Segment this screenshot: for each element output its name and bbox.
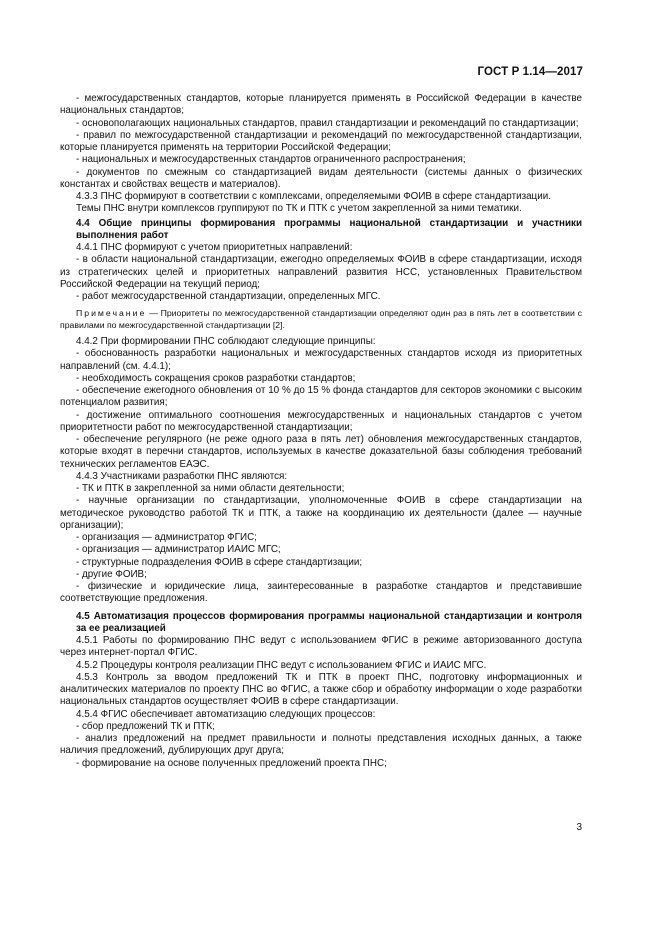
list-item: - правил по межгосударственной стандартизации и рекомендаций по межгосударственной стандартизации, которые планируется применять на территории Российской Федерации; xyxy=(60,129,582,153)
list-item: - документов по смежным со стандартизацией видам деятельности (системы данных о физических константах и свойствах веществ и материалов). xyxy=(60,166,582,190)
list-item: - организация — администратор ФГИС; xyxy=(76,532,257,544)
section-heading-4-4: 4.4 Общие принципы формирования программы национальной стандартизации и участники выполнения работ xyxy=(76,217,582,241)
list-item: - сбор предложений ТК и ПТК; xyxy=(76,720,215,732)
list-item: - работ межгосударственной стандартизации, определенных МГС. xyxy=(76,291,381,302)
page-number: 3 xyxy=(576,822,582,833)
note-text: — Приоритеты по межгосударственной стандартизации определяют один раз в пять лет в соответствии с правилами по межгосударственной стандартизации [2]. xyxy=(60,308,582,330)
list-item: - необходимость сокращения сроков разработки стандартов; xyxy=(76,372,356,384)
list-item: - национальных и межгосударственных стандартов ограниченного распространения; xyxy=(76,154,466,166)
list-item: - структурные подразделения ФОИВ в сфере стандартизации; xyxy=(76,556,363,568)
list-item: - обеспечение регулярного (не реже одного раза в пять лет) обновления межгосударственных стандартов, которые входят в перечни стандартов, используемых в качестве доказательной базы соблюдения требований технических регламентов ЕАЭС. xyxy=(60,434,582,470)
clause-4-5-1: 4.5.1 Работы по формированию ПНС ведут с использованием ФГИС в режиме авторизованного доступа через интернет-портал ФГИС. xyxy=(60,635,582,659)
clause-4-4-1: 4.4.1 ПНС формируют с учетом приоритетных направлений: xyxy=(76,242,353,253)
document-body xyxy=(60,93,582,770)
list-item: - научные организации по стандартизации, уполномоченные ФОИВ в сфере стандартизации на методическое руководство работой ТК и ПТК, а также на координацию их деятельности (далее — научные организации); xyxy=(60,495,582,531)
clause-4-4-2: 4.4.2 При формировании ПНС соблюдают следующие принципы: xyxy=(76,336,376,348)
list-item: - основополагающих национальных стандартов, правил стандартизации и рекомендаций по стандартизации; xyxy=(76,117,579,129)
list-item: - физические и юридические лица, заинтересованные в разработке стандартов и представившие соответствующие предложения. xyxy=(60,581,582,605)
note xyxy=(60,308,582,331)
section-heading-4-5: 4.5 Автоматизация процессов формирования программы национальной стандартизации и контроля за ее реализацией xyxy=(76,610,582,634)
paragraph: Темы ПНС внутри комплексов группируют по ТК и ПТК с учетом закрепленной за ними тематики. xyxy=(76,203,522,215)
clause-4-4-3: 4.4.3 Участниками разработки ПНС являются: xyxy=(76,470,288,482)
list-item: - формирование на основе полученных предложений проекта ПНС; xyxy=(76,757,387,769)
list-item: - организация — администратор ИАИС МГС; xyxy=(76,544,281,556)
clause-4-5-4: 4.5.4 ФГИС обеспечивает автоматизацию следующих процессов: xyxy=(76,708,376,720)
clause-4-5-3: 4.5.3 Контроль за вводом предложений ТК и ПТК в проект ПНС, подготовку информационных и аналитических материалов по проекту ПНС во ФГИС, а также сбор и обработку информации о ходе разработки национальных стандартов осуществляет ФОИВ в сфере стандартизации. xyxy=(60,671,582,708)
list-item: - в области национальной стандартизации, ежегодно определяемых ФОИВ в сфере стандартизации, исходя из стратегических целей и приоритетных направлений развития НСС, установленных Правительством Российской Федерации на текущий период; xyxy=(60,254,582,290)
note-label: Примечание xyxy=(76,308,147,319)
list-item: - обеспечение ежегодного обновления от 10 % до 15 % фонда стандартов для секторов экономики с высоким потенциалом развития; xyxy=(60,385,582,409)
clause-4-3-3: 4.3.3 ПНС формируют в соответствии с комплексами, определяемыми ФОИВ в сфере стандартизации. xyxy=(76,191,551,202)
list-item: - достижение оптимального соотношения межгосударственных и национальных стандартов с учетом приоритетности работ по межгосударственной стандартизации; xyxy=(60,409,582,433)
list-item: - другие ФОИВ; xyxy=(76,568,147,580)
document-header: ГОСТ Р 1.14—2017 xyxy=(477,66,583,78)
list-item: - ТК и ПТК в закрепленной за ними области деятельности; xyxy=(76,483,345,495)
list-item: - межгосударственных стандартов, которые планируется применять в Российской Федерации в качестве национальных стандартов; xyxy=(60,93,582,117)
clause-4-5-2: 4.5.2 Процедуры контроля реализации ПНС ведут с использованием ФГИС и ИАИС МГС. xyxy=(76,659,487,671)
list-item: - обоснованность разработки национальных и межгосударственных стандартов исходя из приоритетных направлений (см. 4.4.1); xyxy=(60,348,582,372)
list-item: - анализ предложений на предмет правильности и полноты представления исходных данных, а также наличия предложений, дублирующих друг друга; xyxy=(60,733,582,757)
